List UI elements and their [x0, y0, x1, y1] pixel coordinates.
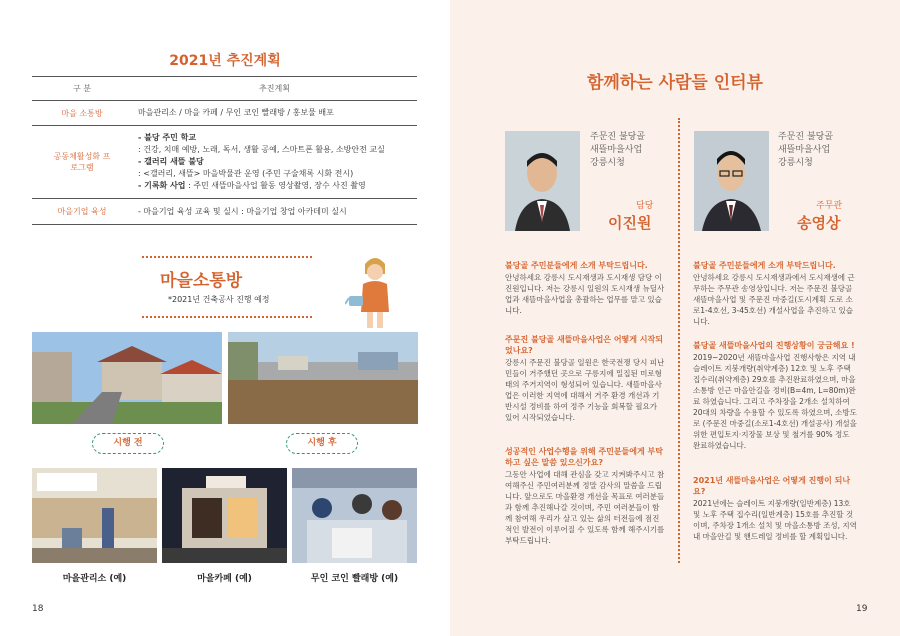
laundromat-photo — [292, 468, 417, 563]
name-person2: 송영상 — [797, 214, 841, 232]
table-cell-plan: - 마을기업 육성 교육 및 실시 : 마을기업 창업 아카데미 실시 — [132, 199, 417, 225]
answer-4: 안녕하세요 강릉시 도시재생과에서 도시재생에 근무하는 주무관 송영상입니다. 저는 주문진 불당골 새뜰마을사업 및 주문진 마중길(도시계획 도로 소로1-4호선, 3-45호선) 개설사업을 추진하고 있습니다. — [693, 273, 855, 326]
answer-6: 2021년에는 슬레이트 지붕개량(일반계층) 13호 및 노후 주택 집수리(일반계층) 15호를 추진할 것이며, 주차장 1개소 설치 및 마을소통방 조성, 지역 내 마을안길 및 핸드레일 정비를 할 계획입니다. — [693, 499, 857, 541]
name-person1: 이진원 — [608, 214, 652, 232]
affiliation-line: 강릉시청 — [778, 158, 813, 168]
management-office-photo — [32, 468, 157, 563]
table-cell-category — [32, 126, 132, 199]
affiliation-line: 새뜰마을사업 — [778, 145, 831, 155]
section-divider — [142, 316, 312, 318]
caption-village-cafe: 마을카페 (예) — [197, 574, 252, 584]
plan-line: : 주민 새뜰마을사업 활동 영상촬영, 장수 사진 촬영 — [185, 181, 366, 190]
plan-line: : 건강, 치매 예방, 노래, 독서, 생활 공예, 스마트폰 활용, 소방안전 교실 — [138, 145, 385, 154]
table-header-category: 구 분 — [32, 77, 132, 101]
question-1: 불당골 주민분들에게 소개 부탁드립니다. — [505, 261, 648, 270]
village-cafe-photo — [162, 468, 287, 563]
answer-3: 그동안 사업에 대해 관심을 갖고 지켜봐주시고 참여해주신 주민여러분께 정말 감사의 말씀을 드립니다. 앞으로도 마을환경 개선을 목표로 여러분들과 함께 추진해나갈 것이며, 주민 여러분들이 함께 참여해 우리가 살고 있는 삶의 터전들에 점진적인 발전이 이루어질 수 있도록 함께 해주시기를 부탁드립니다. — [505, 470, 665, 545]
plan-line: - 불당 주민 학교 — [138, 133, 197, 142]
answer-5: 2019~2020년 새뜰마을사업 진행사항은 지역 내 슬레이트 지붕개량(취약계층) 12호 및 노후 주택 집수리(취약계층) 29호를 추진완료하였으며, 마을 소통방 인근 마을안길을 정비(B=4m, L=80m)완료 하였습니다. 그리고 주차장을 2개소 설치하여 20대의 차량을 수용할 수 있도록 하였으며, 소방도로 (주문진 마중길(소로1-4호선) 개설공사) 개설을 위한 편입토지·지장물 보상 및 철거를 90% 정도 완료하였습니다. — [693, 353, 857, 450]
plan-table — [32, 76, 417, 225]
before-photo — [32, 332, 222, 424]
caption-management-office: 마을관리소 (예) — [62, 574, 127, 584]
caption-laundromat: 무인 코인 빨래방 (예) — [310, 574, 399, 584]
after-photo — [228, 332, 418, 424]
category-label: 공동체활성화 프로그램 — [53, 152, 111, 172]
column-divider — [678, 118, 680, 563]
question-3: 성공적인 사업수행을 위해 주민분들에게 부탁하고 싶은 말씀 있으신가요? — [505, 447, 663, 467]
affiliation-line: 주문진 불당골 — [778, 132, 834, 142]
plan-line: : <갤러리, 새뜰> 마을박물관 운영 (주민 구술채록 시화 전시) — [138, 169, 354, 178]
interview-title: 함께하는 사람들 인터뷰 — [586, 73, 764, 93]
after-label: 시행 후 — [286, 433, 358, 454]
table-cell-category: 마을기업 육성 — [32, 199, 132, 225]
plan-line: - 갤러리 새뜰 불당 — [138, 157, 204, 166]
watering-woman-illustration — [345, 252, 405, 332]
role-person2: 주무관 — [816, 201, 843, 211]
table-cell-category: 마을 소통방 — [32, 101, 132, 126]
table-row — [32, 199, 417, 225]
page-number-left: 18 — [32, 604, 44, 614]
plan-line: - 기록화 사업 — [138, 181, 186, 190]
affiliation-person1 — [590, 131, 645, 170]
question-6: 2021년 새뜰마을사업은 어떻게 진행이 되나요? — [693, 476, 851, 496]
affiliation-line: 새뜰마을사업 — [590, 145, 643, 155]
table-header-plan: 추진계획 — [132, 77, 417, 101]
table-cell-plan — [132, 126, 417, 199]
question-5: 불당골 새뜰마을사업의 진행상황이 궁금해요 ! — [693, 341, 855, 350]
table-row — [32, 101, 417, 126]
answer-1: 안녕하세요 강릉시 도시재생과 도시재생 담당 이진원입니다. 저는 강릉시 일원의 도시재생 뉴딜사업과 새뜰마을사업을 총괄하는 업무를 맡고 있습니다. — [505, 273, 665, 315]
plan-title: 2021년 추진계획 — [169, 53, 281, 69]
answer-2: 강릉시 주문진 불당골 일원은 한국전쟁 당시 피난민들이 거주했던 곳으로 구릉지에 밀집된 미로형태의 주거지역이 형성되어 있습니다. 새뜰마을사업은 이러한 지역에 대해서 거주 환경 개선과 기반시설 정비를 하여 정주 기능을 회복할 필요가 있어 시작되었습니다. — [505, 358, 665, 422]
affiliation-line: 강릉시청 — [590, 158, 625, 168]
page-number-right: 19 — [856, 604, 868, 614]
question-4: 불당골 주민분들에게 소개 부탁드립니다. — [693, 261, 836, 270]
table-row — [32, 126, 417, 199]
shop-note: *2021년 건축공사 진행 예정 — [168, 295, 270, 304]
section-divider — [142, 256, 312, 258]
affiliation-person2 — [778, 131, 833, 170]
shop-title: 마을소통방 — [160, 271, 243, 291]
affiliation-line: 주문진 불당골 — [590, 132, 646, 142]
role-person1: 담당 — [636, 201, 654, 211]
portrait-person2 — [694, 131, 769, 231]
table-cell-plan: 마을관리소 / 마을 카페 / 무인 코인 빨래방 / 홍보물 배포 — [132, 101, 417, 126]
question-2: 주문진 불당골 새뜰마을사업은 어떻게 시작되었나요? — [505, 335, 663, 355]
before-label: 시행 전 — [92, 433, 164, 454]
portrait-person1 — [505, 131, 580, 231]
